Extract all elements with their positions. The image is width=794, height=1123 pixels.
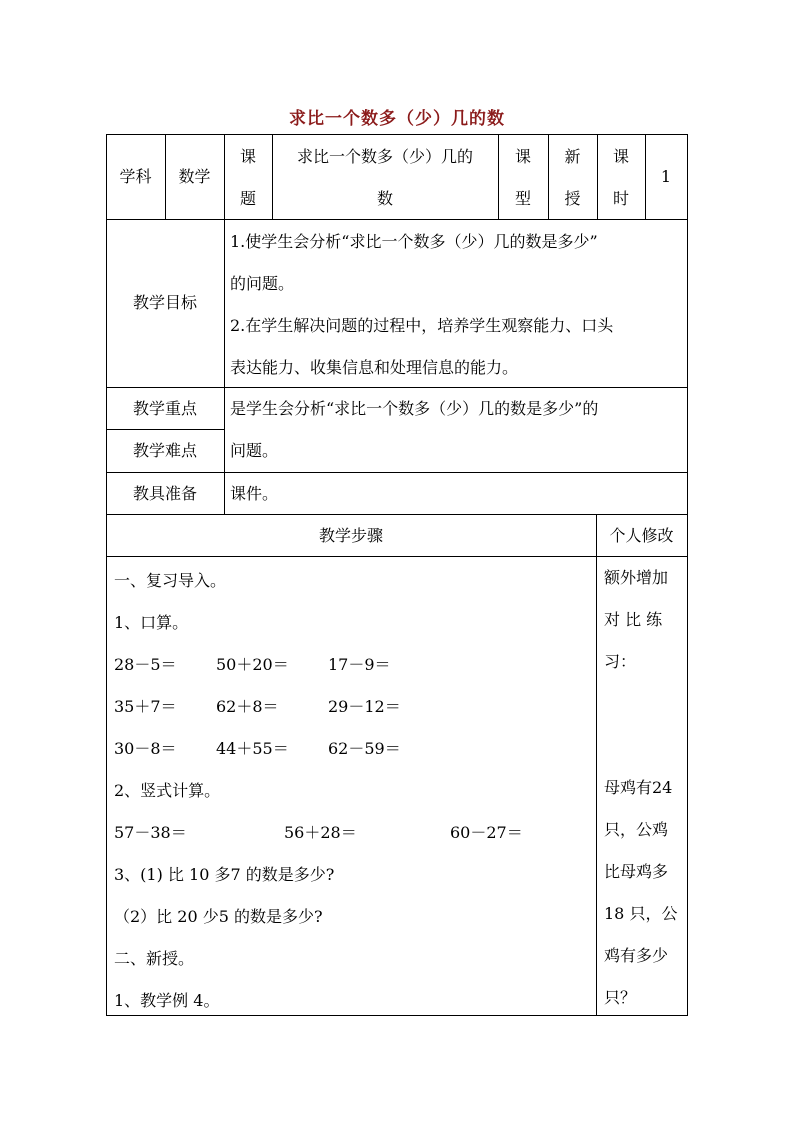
hours-label-bottom: 时 [612,189,629,208]
question-1: 3、(1) 比 10 多7 的数是多少? [114,865,335,884]
type-value-bottom: 授 [564,189,581,208]
goals-line-4: 表达能力、收集信息和处理信息的能力。 [230,358,519,377]
type-value-top: 新 [564,147,581,166]
difficulty-label: 教学难点 [132,441,197,460]
key-content-line-1: 是学生会分析“求比一个数多（少）几的数是多少”的 [230,399,599,418]
note-top-3: 习： [604,652,637,671]
note-bottom-3: 比母鸡多 [604,862,669,881]
key-content-line-2: 问题。 [230,441,279,460]
notes-header: 个人修改 [609,526,674,545]
calc-row-3-a: 30－8＝ [114,739,177,758]
hours-value: 1 [660,167,672,186]
hours-label-top: 课 [612,147,629,166]
type-label-top: 课 [514,147,531,166]
materials-label: 教具准备 [132,484,197,503]
goals-label: 教学目标 [132,293,197,312]
calc-row-2-c: 29－12＝ [328,697,401,716]
vertical-calc-c: 60－27＝ [450,823,523,842]
calc-row-2-a: 35＋7＝ [114,697,177,716]
page-title: 求比一个数多（少）几的数 [289,109,505,129]
note-bottom-5: 鸡有多少 [604,946,669,965]
steps-header: 教学步骤 [318,526,383,545]
step-vertical-calc: 2、竖式计算。 [114,781,221,800]
key-point-label: 教学重点 [132,399,197,418]
step-example-4: 1、教学例 4。 [114,991,220,1010]
goals-line-1: 1.使学生会分析“求比一个数多（少）几的数是多少” [230,232,598,251]
note-top-1: 额外增加 [604,568,669,587]
note-bottom-6: 只？ [604,988,637,1007]
question-2: （2）比 20 少5 的数是多少? [114,907,323,926]
goals-line-2: 的问题。 [230,274,295,293]
vertical-calc-a: 57－38＝ [114,823,187,842]
subject-label: 学科 [119,167,152,186]
calc-row-2-b: 62＋8＝ [216,697,279,716]
step-review-heading: 一、复习导入。 [114,571,227,590]
topic-value-line2: 数 [376,189,393,208]
goals-line-3: 2.在学生解决问题的过程中，培养学生观察能力、口头 [230,316,614,335]
topic-label-bottom: 题 [239,189,256,208]
materials-value: 课件。 [230,484,279,503]
calc-row-1-b: 50＋20＝ [216,655,289,674]
vertical-calc-b: 56＋28＝ [284,823,357,842]
note-bottom-2: 只，公鸡 [604,820,669,839]
calc-row-1-c: 17－9＝ [328,655,391,674]
step-new-lesson: 二、新授。 [114,949,195,968]
calc-row-3-b: 44＋55＝ [216,739,289,758]
topic-value-line1: 求比一个数多（少）几的 [296,147,473,166]
topic-label-top: 课 [239,147,256,166]
note-top-2: 对 比 练 [604,610,663,629]
subject-value: 数学 [178,167,211,186]
note-bottom-1: 母鸡有24 [604,778,673,797]
calc-row-1-a: 28－5＝ [114,655,177,674]
calc-row-3-c: 62－59＝ [328,739,401,758]
note-bottom-4: 18 只，公 [604,904,678,923]
step-mental-calc: 1、口算。 [114,613,189,632]
type-label-bottom: 型 [514,189,531,208]
